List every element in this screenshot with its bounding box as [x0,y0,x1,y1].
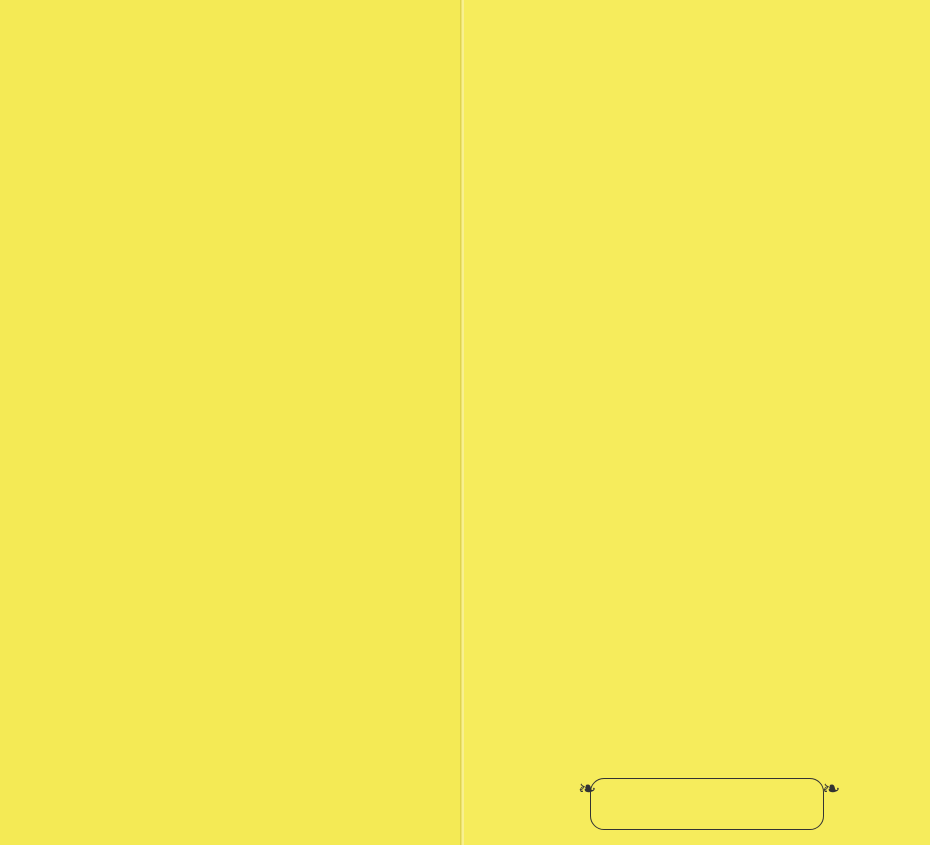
right-panel [464,0,930,845]
ornament-left-icon: ❧ [578,776,597,801]
left-panel [0,0,462,845]
daring-banner [590,778,824,830]
ornament-right-icon: ❧ [822,776,841,801]
